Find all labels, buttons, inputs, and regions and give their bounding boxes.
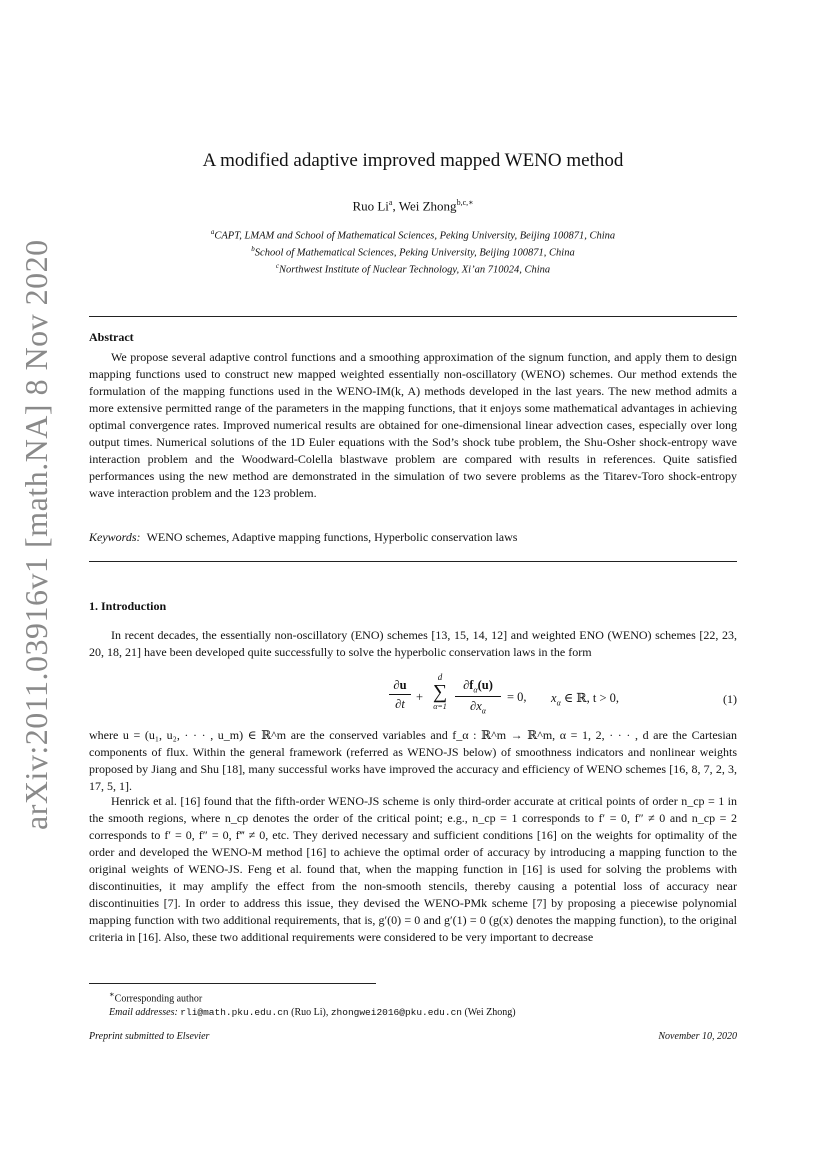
affiliation-line bbox=[0, 243, 826, 260]
keywords-label: Keywords: bbox=[89, 530, 141, 544]
fraction-numerator: ∂u bbox=[389, 678, 411, 695]
affiliation-marker: a bbox=[210, 228, 215, 236]
author-superscript: a bbox=[388, 198, 393, 207]
section-heading: 1. Introduction bbox=[89, 599, 167, 613]
footnote-corresponding bbox=[89, 988, 737, 1006]
footnote-rule bbox=[89, 983, 376, 984]
flux-symbol: ∂f bbox=[463, 678, 474, 692]
sum-lower-limit: α=1 bbox=[433, 702, 447, 711]
condition-subscript: α bbox=[556, 698, 561, 708]
footnote bbox=[89, 988, 737, 1020]
equation-1 bbox=[89, 672, 737, 724]
author-superscript: b,c,∗ bbox=[456, 198, 474, 207]
sum-upper-limit: d bbox=[437, 672, 443, 682]
abstract-top-rule bbox=[89, 316, 737, 317]
dx-symbol: ∂x bbox=[470, 698, 482, 713]
abstract-bottom-rule bbox=[89, 561, 737, 562]
intro-paragraph-1: In recent decades, the essentially non-oscillatory (ENO) schemes [13, 15, 14, 12] and weighted ENO (WENO) schemes [22, 23, 20, 18, 21] have been developed quite successfully to solve the hyperbolic conservation laws in the form bbox=[89, 628, 737, 659]
email-link-2[interactable]: zhongwei2016@pku.edu.cn bbox=[330, 1007, 462, 1019]
abstract-heading: Abstract bbox=[89, 330, 134, 344]
fraction-dfa-dxa bbox=[455, 678, 501, 715]
keywords-text: WENO schemes, Adaptive mapping functions, Hyperbolic conservation laws bbox=[146, 530, 518, 544]
footnote-marker: ∗ bbox=[109, 990, 115, 999]
intro-paragraph-3: Henrick et al. [16] found that the fifth-order WENO-JS scheme is only third-order accurate at critical points of order n_cp = 1 in the smooth regions, where n_cp denotes the order of the critical point; e.g., n_cp = 1 corresponds to f′ = 0, f″ ≠ 0 and n_cp = 2 corresponds to f′ = 0, f″ = 0, f‴ ≠ 0, etc. They derived necessary and sufficient conditions [16] on the weights for optimality of the order and developed the WENO-M method [16] to achieve the optimal order of accuracy by introducing a mapping function to the original weights of WENO-JS. Feng et al. found that, when the mapping function in [16] is used for solving the problems with discontinuities, it may amplify the effect from the non-smooth stencils, thereby causing a potential loss of accuracy near discontinuities [7]. In order to address this issue, they devised the WENO-PMk scheme [7] by proposing a piecewise polynomial mapping function with two additional requirements, that is, g′(0) = 0 and g′(1) = 0 (g(x) denotes the mapping function), to the original criteria in [16]. Also, these two additional requirements were considered to be very important to decrease bbox=[89, 794, 737, 944]
equation-number: (1) bbox=[723, 692, 737, 706]
flux-argument: (u) bbox=[477, 678, 493, 692]
fraction-denominator: ∂t bbox=[395, 697, 405, 711]
equation-rhs: = 0, bbox=[507, 690, 527, 704]
affiliation-marker: c bbox=[275, 262, 279, 270]
affiliation-line bbox=[0, 226, 826, 243]
author-line bbox=[0, 198, 826, 214]
author-name: Wei Zhong bbox=[398, 198, 457, 214]
footer-preprint-note: Preprint submitted to Elsevier bbox=[89, 1031, 210, 1042]
fraction-denominator bbox=[455, 697, 501, 716]
footnote-emails bbox=[89, 1006, 737, 1020]
footer-date: November 10, 2020 bbox=[658, 1031, 737, 1042]
condition-rest: ∈ ℝ, t > 0, bbox=[560, 691, 620, 705]
summation bbox=[429, 672, 451, 711]
email-label: Email addresses: bbox=[109, 1007, 178, 1019]
condition-variable: x bbox=[551, 691, 557, 705]
affiliations bbox=[0, 226, 826, 277]
email-owner-1: (Ruo Li), bbox=[291, 1007, 329, 1019]
affiliation-text: School of Mathematical Sciences, Peking University, Beijing 100871, China bbox=[254, 247, 575, 259]
author-separator: , bbox=[392, 198, 399, 214]
affiliation-text: Northwest Institute of Nuclear Technology, Xi’an 710024, China bbox=[278, 264, 551, 276]
paper-title: A modified adaptive improved mapped WENO method bbox=[202, 150, 624, 171]
email-owner-2: (Wei Zhong) bbox=[464, 1007, 516, 1019]
plus-sign: + bbox=[416, 690, 424, 704]
affiliation-marker: b bbox=[251, 245, 255, 253]
keywords-line bbox=[89, 530, 517, 545]
author-name: Ruo Li bbox=[352, 198, 389, 214]
affiliation-text: CAPT, LMAM and School of Mathematical Sciences, Peking University, Beijing 100871, China bbox=[214, 230, 616, 242]
affiliation-line bbox=[0, 260, 826, 277]
footnote-corresponding-text: Corresponding author bbox=[114, 993, 203, 1005]
flux-subscript: α bbox=[473, 685, 478, 695]
arxiv-identifier-stamp[interactable]: arXiv:2011.03916v1 [math.NA] 8 Nov 2020 bbox=[18, 239, 54, 830]
fraction-du-dt bbox=[389, 678, 411, 712]
dx-subscript: α bbox=[481, 706, 486, 715]
sum-symbol: ∑ bbox=[432, 681, 448, 703]
email-link-1[interactable]: rli@math.pku.edu.cn bbox=[180, 1007, 289, 1019]
abstract-text: We propose several adaptive control functions and a smoothing approximation of the signum function, and apply them to design mapping functions used to construct new mapped weighted essentially non-oscillatory (WENO) schemes. Our method extends the formulation of the mapping functions used in the WENO-IM(k, A) methods developed in the last years. The new method admits a more extensive permitted range of the parameters in the mapping functions, that it enjoys some mathematical advantages in achieving optimal convergence rates. Improved numerical results are obtained for one-dimensional linear advection cases, especially over long output times. Numerical solutions of the 1D Euler equations with the Sod’s shock tube problem, the Shu-Osher shock-entropy wave interaction problem and the Woodward-Colella blastwave problem are compared with results in references. Quite satisfied performances using the new method are demonstrated in the simulation of two severe problems as the Titarev-Toro shock-entropy wave interaction problem and the 123 problem. bbox=[89, 350, 737, 500]
intro-paragraph-2: where u = (u₁, u₂, · · · , u_m) ∈ ℝ^m are the conserved variables and f_α : ℝ^m → ℝ^m, α = 1, 2, · · · , d are the Cartesian components of flux. Within the general framework (referred as WENO-JS below) of smoothness indicators and nonlinear weights proposed by Jiang and Shu [18], many successful works have improved the accuracy and efficiency of WENO schemes [16, 8, 7, 2, 3, 17, 5, 1]. bbox=[89, 728, 737, 793]
fraction-numerator bbox=[455, 678, 501, 697]
equation-condition bbox=[551, 690, 619, 708]
